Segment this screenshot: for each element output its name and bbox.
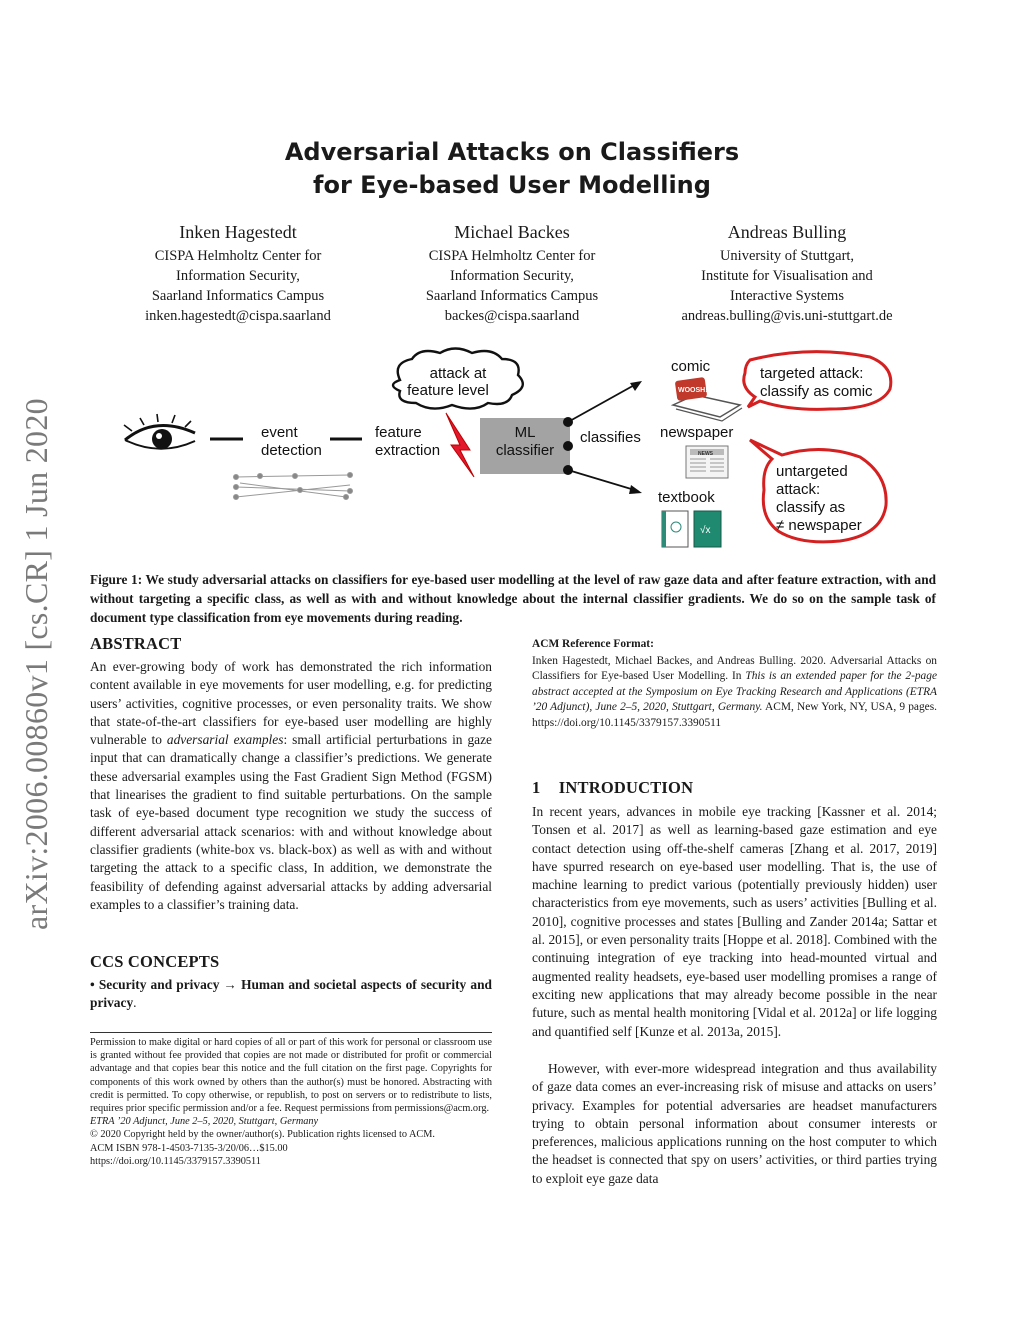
permission-notice xyxy=(90,1036,492,1168)
label-detection: detection xyxy=(261,442,322,459)
comic-badge-text: WOOSH! xyxy=(678,387,708,394)
author-affiliation: CISPA Helmholtz Center for xyxy=(428,248,596,264)
ccs-concepts xyxy=(90,976,492,1013)
label-comic: comic xyxy=(671,358,711,375)
arrow-comic xyxy=(568,383,638,422)
ccs-item: Security and privacy xyxy=(98,977,220,992)
title-line-1: Adversarial Attacks on Classifiers xyxy=(284,138,740,166)
label-targeted-attack: targeted attack: xyxy=(760,365,864,382)
author-name: Andreas Bulling xyxy=(727,222,847,242)
abstract-emphasis: adversarial examples xyxy=(166,732,284,748)
figure-1-diagram xyxy=(110,345,910,560)
newspaper-icon xyxy=(686,446,728,478)
acm-ref-heading: ACM Reference Format: xyxy=(532,638,654,650)
label-untargeted: untargeted xyxy=(776,463,848,480)
author-name: Michael Backes xyxy=(454,222,570,242)
author-affiliation: Information Security, xyxy=(450,268,574,284)
abstract-heading: ABSTRACT xyxy=(90,634,182,653)
isbn-line: ACM ISBN 978-1-4503-7135-3/20/06…$15.00 xyxy=(90,1142,288,1154)
acm-ref-part: ACM, New York, NY, USA, 9 pages. https://doi.org/10.1145/3379157.3390511 xyxy=(532,701,938,729)
author-affiliation: Saarland Informatics Campus xyxy=(425,288,599,304)
copyright-line: © 2020 Copyright held by the owner/author(s). Publication rights licensed to ACM. xyxy=(90,1129,436,1141)
intro-paragraph-1: In recent years, advances in mobile eye tracking [Kassner et al. 2014; Tonsen et al. 2017] as well as learning-based gaze estimation and eye contact detection using off-the-shelf cameras [Zhang et al. 2017, 2019] have spurred research on eye-based user modelling. That is, the use of machine learning to predict various (potentially previously hidden) user characteristics from eye movements, such as users’ activities [Bulling et al. 2010], cognitive processes and states [Bulling and Zander 2014a; Sattar et al. 2015], or even personality traits [Hoppe et al. 2018]. Combined with the continuing integration of eye tracking into head-mounted virtual and augmented reality headsets, eye-based user modelling promises a range of exciting new applications that may already become possible in the near future, such as mental health monitoring [Vidal et al. 2012a] or life logging and quantified self [Kunze et al. 2013a, 2015]. xyxy=(532,804,937,1039)
label-classify-as: classify as xyxy=(776,499,846,516)
title-line-2: for Eye-based User Modelling xyxy=(313,171,711,199)
author-block-2 xyxy=(392,220,632,326)
label-feature: feature xyxy=(375,424,422,441)
textbook-icon xyxy=(662,511,721,547)
label-newspaper: newspaper xyxy=(660,424,734,441)
gaze-scanpath-icon xyxy=(234,473,353,500)
abstract-text-part: : small artificial perturbations in gaze input that can dramatically change a classifier’s predictions. We generate these adversarial examples using the Fast Gradient Sign Method (FGSM) that linearises the gradient to find suitable perturbations. On the sample task of eye-based document type recognition we study the success of different adversarial attack scenarios: with and without knowledge about classifier gradients (white-box vs. black-box) as well as with and without targeting the attack to a specific class, In addition, we demonstrate the feasibility of defending against adversarial attacks by adding adversarial examples to a classifier’s training data. xyxy=(90,732,492,912)
paper-title xyxy=(0,136,1024,202)
author-email: inken.hagestedt@cispa.saarland xyxy=(145,308,331,324)
comic-book-icon xyxy=(673,377,742,421)
ccs-item: Human and societal aspects of security and privacy xyxy=(90,977,492,1011)
label-classifier: classifier xyxy=(495,442,555,459)
author-block-3 xyxy=(652,220,922,326)
label-textbook: textbook xyxy=(658,489,715,506)
author-affiliation: Institute for Visualisation and xyxy=(701,268,873,284)
intro-heading xyxy=(532,778,693,798)
label-attack-at: attack at xyxy=(429,365,487,382)
author-affiliation: Interactive Systems xyxy=(730,288,844,304)
author-affiliation: CISPA Helmholtz Center for xyxy=(154,248,322,264)
arxiv-identifier: arXiv:2006.00860v1 [cs.CR] 1 Jun 2020 xyxy=(18,398,54,930)
author-name: Inken Hagestedt xyxy=(179,222,297,242)
author-email: backes@cispa.saarland xyxy=(444,308,580,324)
output-node xyxy=(563,441,573,451)
author-affiliation: Information Security, xyxy=(176,268,300,284)
doi-line: https://doi.org/10.1145/3379157.3390511 xyxy=(90,1155,261,1167)
label-not-newspaper: ≠ newspaper xyxy=(776,517,862,534)
arrow-textbook xyxy=(568,470,638,491)
abstract-text-part: An ever-growing body of work has demonstrated the rich information content available in eye movements for user modelling, e.g. for predicting users’ activities, cognitive processes, or even personality traits. We show that state-of-the-art classifiers for eye-based user modelling are highly vulnerable to xyxy=(90,659,492,748)
label-event: event xyxy=(261,424,298,441)
ccs-heading: CCS CONCEPTS xyxy=(90,952,220,971)
ccs-arrow: → xyxy=(223,977,237,992)
author-affiliation: Saarland Informatics Campus xyxy=(151,288,325,304)
section-title: INTRODUCTION xyxy=(558,778,694,797)
arrowhead xyxy=(629,485,642,494)
venue-line: ETRA ’20 Adjunct, June 2–5, 2020, Stuttgart, Germany xyxy=(90,1116,319,1128)
label-attack: attack: xyxy=(776,481,821,498)
acm-ref-part: Inken Hagestedt, Michael Backes, and Andreas Bulling. 2020. Adversarial Attacks on Classifiers for Eye-based User Modelling. In xyxy=(532,655,937,683)
intro-paragraph-2: However, with ever-more widespread integration and thus availability of gaze data comes an ever-increasing risk of misuse and attacks on users’ privacy. Examples for potential adversaries are headset manufacturers trying to obtain personal information about consumer interests or preferences, malicious applications running on the host computer to which the headset is connected that spy on users’ activities, or third parties trying to exploit eye gaze data xyxy=(532,1061,937,1186)
label-extraction: extraction xyxy=(375,442,441,459)
author-affiliation: University of Stuttgart, xyxy=(719,248,855,264)
label-ml: ML xyxy=(514,424,536,441)
acm-ref-text xyxy=(532,654,937,731)
lightning-attack-icon xyxy=(446,413,474,477)
figure-caption: Figure 1: We study adversarial attacks on classifiers for eye-based user modelling at the level of raw gaze data and after feature extraction, with and without targeting a specific class, as well as with and without knowledge about the internal classifier gradients. We do so on the sample task of document type classification from eye movements during reading. xyxy=(90,572,936,625)
label-classifies: classifies xyxy=(580,429,641,446)
author-email: andreas.bulling@vis.uni-stuttgart.de xyxy=(681,308,893,324)
permission-text: Permission to make digital or hard copies of all or part of this work for personal or classroom use is granted without fee provided that copies are not made or distributed for profit or commercial advantage and that copies bear this notice and the full citation on the first page. Copyrights for components of this work owned by others than the author(s) must be honored. Abstracting with credit is permitted. To copy otherwise, or republish, to post on servers or to redistribute to lists, requires prior specific permission and/or a fee. Request permissions from permissions@acm.org. xyxy=(90,1037,492,1115)
author-block-1 xyxy=(118,220,358,326)
newspaper-masthead: NEWS xyxy=(698,451,713,457)
label-feature-level: feature level xyxy=(407,382,489,399)
section-number: 1 xyxy=(532,778,541,797)
acm-ref-emphasis: This is an extended paper for the 2-page abstract accepted at the Symposium on Eye Tracking Research and Applications (ETRA ’20 Adjunct), June 2–5, 2020, Stuttgart, Germany. xyxy=(532,670,938,714)
abstract-text xyxy=(90,658,492,914)
footnote-rule xyxy=(90,1032,492,1033)
eye-icon xyxy=(124,414,195,449)
label-classify-as-comic: classify as comic xyxy=(760,383,873,400)
ccs-end: . xyxy=(133,995,137,1011)
book-math-symbol: √x xyxy=(700,525,711,536)
ccs-bullet: • xyxy=(90,977,95,992)
